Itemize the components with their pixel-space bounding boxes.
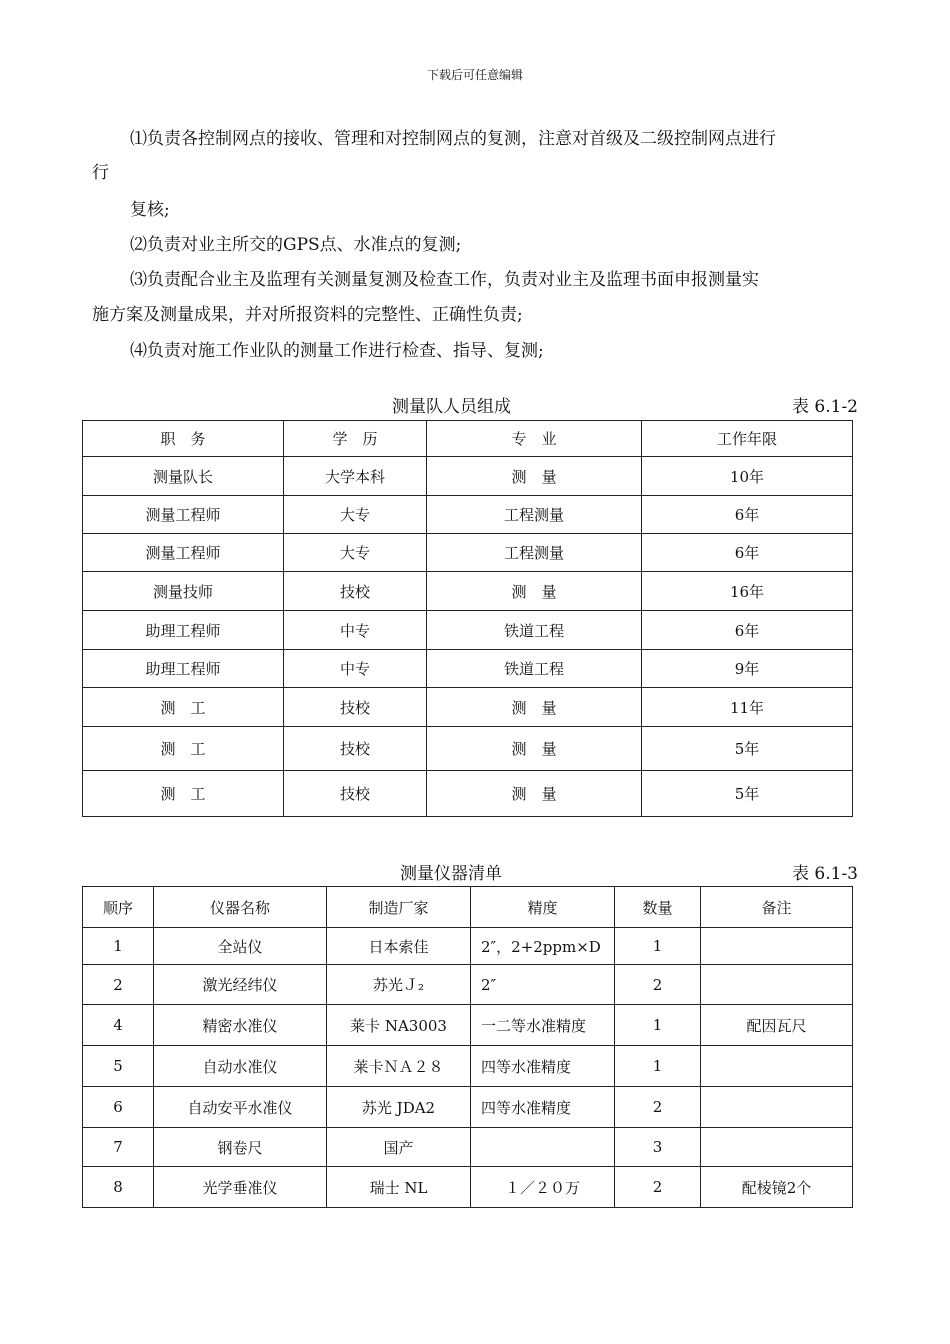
table1-number: 表 6.1-2 — [792, 397, 858, 417]
header-cell: 工作年限 — [642, 421, 853, 457]
table-cell — [701, 928, 853, 965]
header-cell: 精度 — [471, 887, 615, 928]
table1-title: 测量队人员组成 — [392, 397, 511, 417]
table-cell: 测量工程师 — [83, 496, 284, 534]
header-cell: 职 务 — [83, 421, 284, 457]
table-cell: 激光经纬仪 — [154, 965, 327, 1005]
paragraph-1-line-1: ⑴负责各控制网点的接收、管理和对控制网点的复测，注意对首级及二级控制网点进行 — [130, 129, 776, 149]
table-cell: 国产 — [327, 1128, 471, 1167]
paragraph-3-line-1: ⑶负责配合业主及监理有关测量复测及检查工作，负责对业主及监理书面申报测量实 — [130, 270, 759, 290]
table-row — [83, 928, 853, 965]
table-cell: 2 — [615, 1167, 701, 1208]
table-cell: 工程测量 — [427, 534, 642, 572]
table-cell: 1 — [615, 1005, 701, 1046]
table-cell: 苏光 JDA2 — [327, 1087, 471, 1128]
table-cell: 大专 — [284, 534, 427, 572]
table-cell: 测 工 — [83, 771, 284, 817]
table-cell — [701, 1128, 853, 1167]
table-cell: 技校 — [284, 771, 427, 817]
table-cell: １／２０万 — [471, 1167, 615, 1208]
instrument-table — [82, 886, 853, 1208]
table-cell: 测 量 — [427, 688, 642, 727]
table-cell: 5年 — [642, 727, 853, 771]
table-cell: 助理工程师 — [83, 650, 284, 688]
header-cell: 仪器名称 — [154, 887, 327, 928]
table-cell: 9年 — [642, 650, 853, 688]
table-cell: 5年 — [642, 771, 853, 817]
table-row — [83, 965, 853, 1005]
table-row — [83, 457, 853, 496]
table-cell: 测量队长 — [83, 457, 284, 496]
table-cell: 测 量 — [427, 572, 642, 611]
table-cell: 测 工 — [83, 688, 284, 727]
header-cell: 数量 — [615, 887, 701, 928]
table-cell: 测 量 — [427, 771, 642, 817]
table-cell: 测 工 — [83, 727, 284, 771]
table-cell: 10年 — [642, 457, 853, 496]
table-header-row — [83, 887, 853, 928]
table-cell: 日本索佳 — [327, 928, 471, 965]
table-cell — [701, 965, 853, 1005]
table-cell: 测 量 — [427, 727, 642, 771]
table-cell — [701, 1087, 853, 1128]
table-cell: 2 — [83, 965, 154, 1005]
table-cell: 铁道工程 — [427, 650, 642, 688]
table-cell: 4 — [83, 1005, 154, 1046]
table-cell — [471, 1128, 615, 1167]
table-row — [83, 1128, 853, 1167]
table-cell: 莱卡ＮＡ２８ — [327, 1046, 471, 1087]
personnel-table — [82, 420, 853, 817]
table-cell: 测量技师 — [83, 572, 284, 611]
table2-number: 表 6.1-3 — [792, 864, 858, 884]
header-cell: 制造厂家 — [327, 887, 471, 928]
paragraph-1-line-2: 行 — [92, 163, 109, 183]
table-row — [83, 771, 853, 817]
table-cell: 6年 — [642, 611, 853, 650]
table-row — [83, 688, 853, 727]
header-cell: 专 业 — [427, 421, 642, 457]
table-cell: 铁道工程 — [427, 611, 642, 650]
table-cell: 1 — [83, 928, 154, 965]
table-row — [83, 1087, 853, 1128]
table-cell: 钢卷尺 — [154, 1128, 327, 1167]
paragraph-2: ⑵负责对业主所交的GPS点、水准点的复测; — [130, 235, 462, 255]
table-cell — [701, 1046, 853, 1087]
table-cell: 2 — [615, 965, 701, 1005]
table-cell: 自动安平水准仪 — [154, 1087, 327, 1128]
paragraph-3-line-2: 施方案及测量成果，并对所报资料的完整性、正确性负责; — [92, 305, 523, 325]
table-cell: 自动水准仪 — [154, 1046, 327, 1087]
table-cell: 配因瓦尺 — [701, 1005, 853, 1046]
table-row — [83, 1005, 853, 1046]
header-cell: 备注 — [701, 887, 853, 928]
table-cell: 技校 — [284, 572, 427, 611]
table-cell: 中专 — [284, 650, 427, 688]
table-cell: 2″，2+2ppm×D — [471, 928, 615, 965]
table-cell: 7 — [83, 1128, 154, 1167]
table-cell: 精密水准仪 — [154, 1005, 327, 1046]
table-cell: 11年 — [642, 688, 853, 727]
table-cell: 配棱镜2个 — [701, 1167, 853, 1208]
table-cell: 大专 — [284, 496, 427, 534]
table-cell: 1 — [615, 1046, 701, 1087]
table2-title: 测量仪器清单 — [400, 864, 502, 884]
table-cell: 工程测量 — [427, 496, 642, 534]
table-cell: 四等水准精度 — [471, 1087, 615, 1128]
table-cell: 6 — [83, 1087, 154, 1128]
table-row — [83, 572, 853, 611]
table-cell: 2 — [615, 1087, 701, 1128]
table-row — [83, 727, 853, 771]
table-cell: 6年 — [642, 496, 853, 534]
paragraph-4: ⑷负责对施工作业队的测量工作进行检查、指导、复测; — [130, 341, 544, 361]
header-cell: 顺序 — [83, 887, 154, 928]
table-cell: 莱卡 NA3003 — [327, 1005, 471, 1046]
table-row — [83, 1167, 853, 1208]
table-cell: 四等水准精度 — [471, 1046, 615, 1087]
table-cell: 3 — [615, 1128, 701, 1167]
page-header: 下载后可任意编辑 — [426, 68, 523, 82]
table-cell: 苏光Ｊ₂ — [327, 965, 471, 1005]
table-cell: 中专 — [284, 611, 427, 650]
table-cell: 1 — [615, 928, 701, 965]
table-row — [83, 1046, 853, 1087]
table-cell: 助理工程师 — [83, 611, 284, 650]
table-cell: 光学垂准仪 — [154, 1167, 327, 1208]
table-cell: 大学本科 — [284, 457, 427, 496]
table-row — [83, 611, 853, 650]
table-cell: 瑞士 NL — [327, 1167, 471, 1208]
table-row — [83, 650, 853, 688]
paragraph-1-line-3: 复核; — [130, 200, 170, 220]
table-cell: 测 量 — [427, 457, 642, 496]
table-cell: 16年 — [642, 572, 853, 611]
table-cell: 测量工程师 — [83, 534, 284, 572]
table-cell: 5 — [83, 1046, 154, 1087]
table-cell: 一二等水准精度 — [471, 1005, 615, 1046]
table-cell: 技校 — [284, 688, 427, 727]
table-cell: 6年 — [642, 534, 853, 572]
table-cell: 8 — [83, 1167, 154, 1208]
table-row — [83, 496, 853, 534]
table-header-row — [83, 421, 853, 457]
header-cell: 学 历 — [284, 421, 427, 457]
table-row — [83, 534, 853, 572]
table-cell: 技校 — [284, 727, 427, 771]
table-cell: 2″ — [471, 965, 615, 1005]
table-cell: 全站仪 — [154, 928, 327, 965]
